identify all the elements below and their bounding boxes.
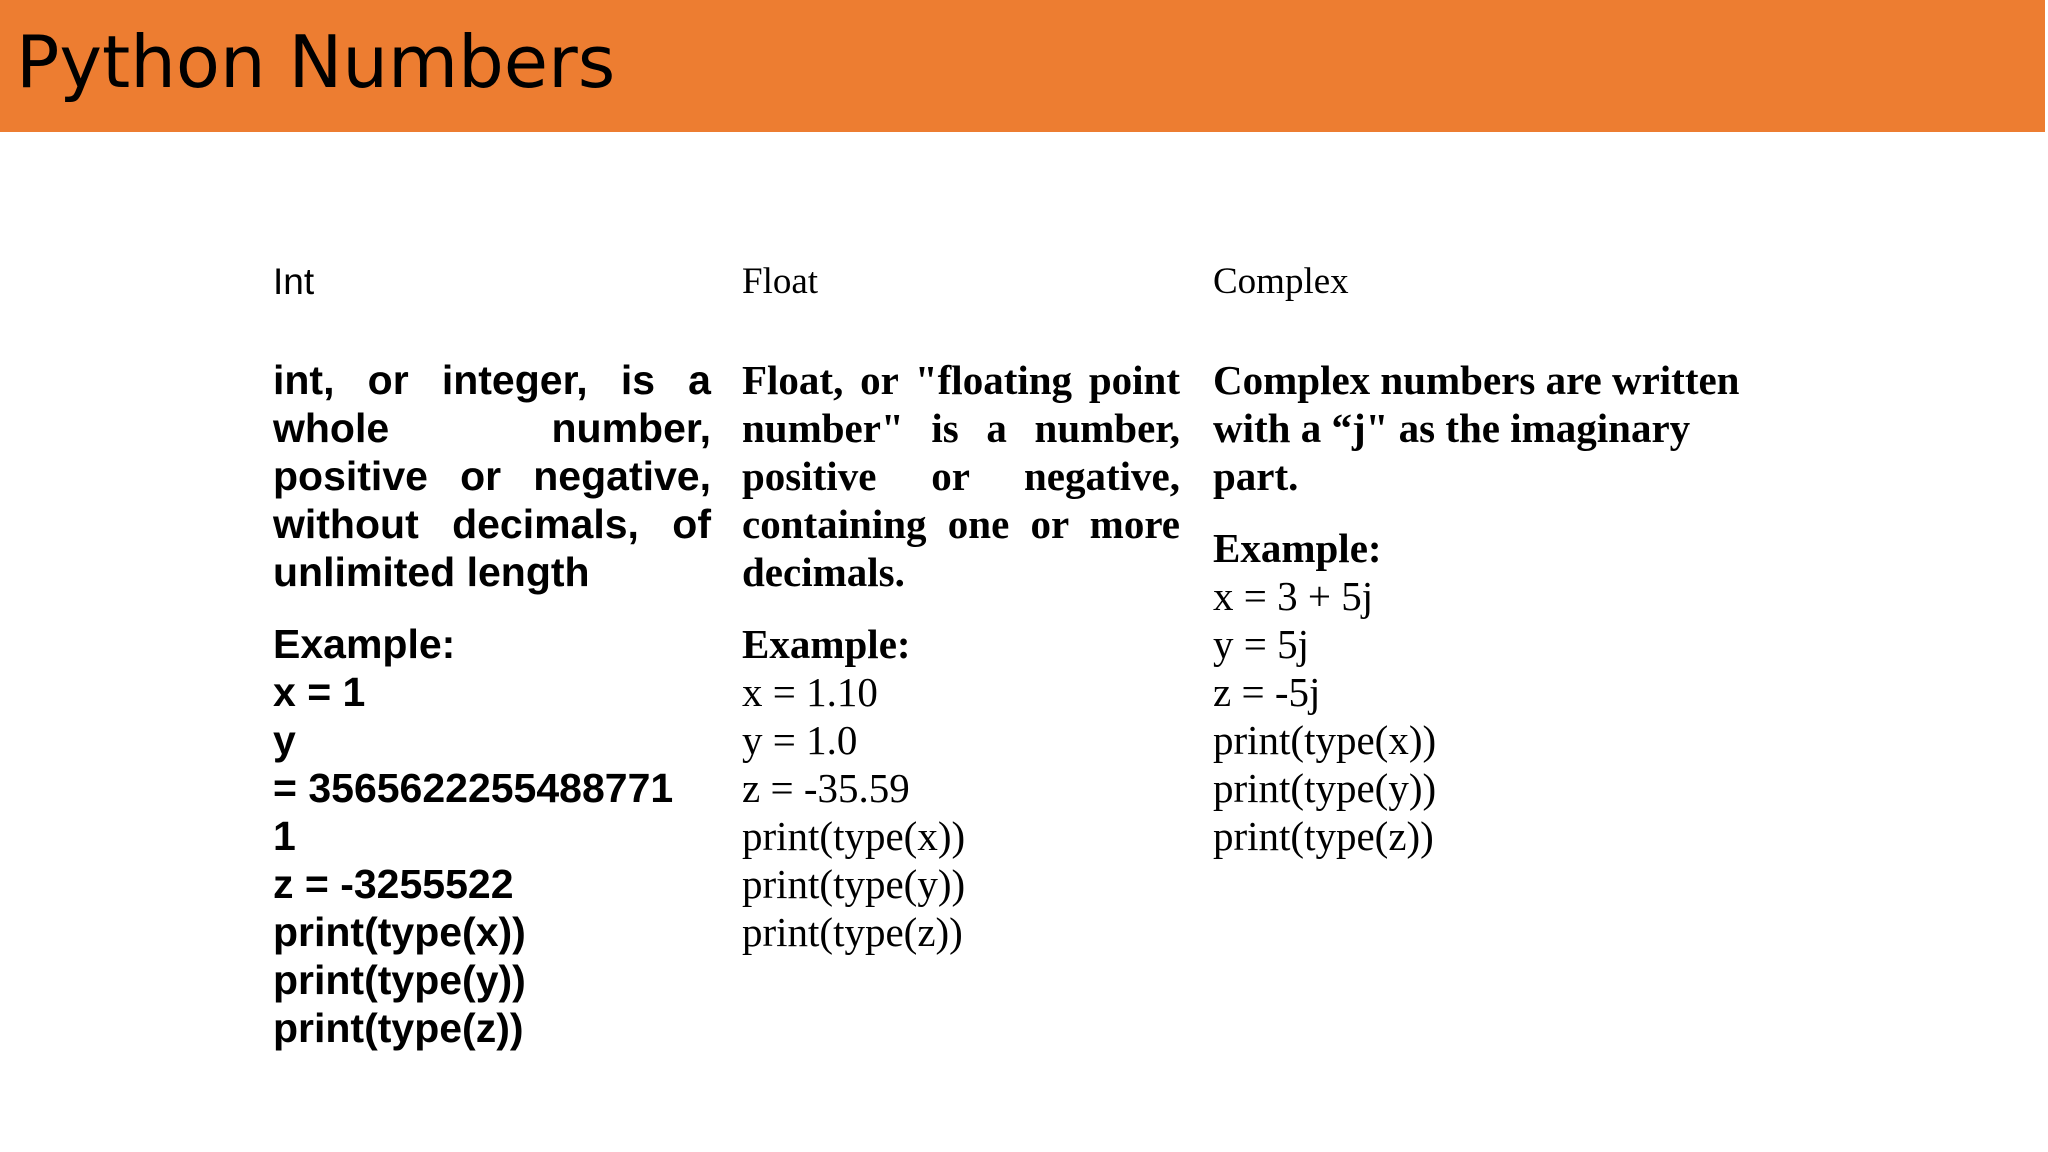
int-code-line-z: z = -3255522 (273, 861, 514, 907)
float-column (742, 252, 1180, 956)
float-code-line-z: z = -35.59 (742, 765, 910, 811)
complex-code-line-print-x: print(type(x)) (1213, 717, 1437, 763)
complex-column (1213, 252, 1773, 860)
int-description: int, or integer, is a whole number, positive or negative, without decimals, of unlimited length (273, 357, 711, 595)
float-code-line-x: x = 1.10 (742, 669, 878, 715)
int-code-line-y-value-cont: 1 (273, 813, 296, 859)
int-heading: Int (273, 261, 315, 302)
complex-description: Complex numbers are written with a “j" as the imaginary part. (1213, 357, 1740, 499)
slide-title: Python Numbers (16, 20, 616, 104)
complex-code-line-y: y = 5j (1213, 621, 1310, 667)
int-column (273, 252, 711, 1052)
int-code-line-print-y: print(type(y)) (273, 957, 526, 1003)
float-code-line-print-x: print(type(x)) (742, 813, 966, 859)
int-code-line-y: y (273, 717, 296, 763)
int-code-line-y-value: = 3565622255488771 (273, 765, 674, 811)
float-example-label: Example: (742, 621, 911, 667)
complex-example (1213, 524, 1773, 860)
complex-code-line-x: x = 3 + 5j (1213, 573, 1374, 619)
int-example (273, 620, 711, 1052)
complex-code-line-print-z: print(type(z)) (1213, 813, 1434, 859)
float-heading: Float (742, 261, 819, 302)
float-code-line-y: y = 1.0 (742, 717, 858, 763)
int-code-line-print-x: print(type(x)) (273, 909, 526, 955)
complex-code-line-z: z = -5j (1213, 669, 1321, 715)
float-example (742, 620, 1180, 956)
int-code-line-x: x = 1 (273, 669, 366, 715)
float-code-line-print-y: print(type(y)) (742, 861, 966, 907)
complex-heading: Complex (1213, 261, 1349, 302)
int-code-line-print-z: print(type(z)) (273, 1005, 524, 1051)
float-code-line-print-z: print(type(z)) (742, 909, 963, 955)
float-description: Float, or "floating point number" is a number, positive or negative, containing one or more decimals. (742, 357, 1180, 595)
complex-code-line-print-y: print(type(y)) (1213, 765, 1437, 811)
complex-example-label: Example: (1213, 525, 1382, 571)
int-example-label: Example: (273, 621, 456, 667)
